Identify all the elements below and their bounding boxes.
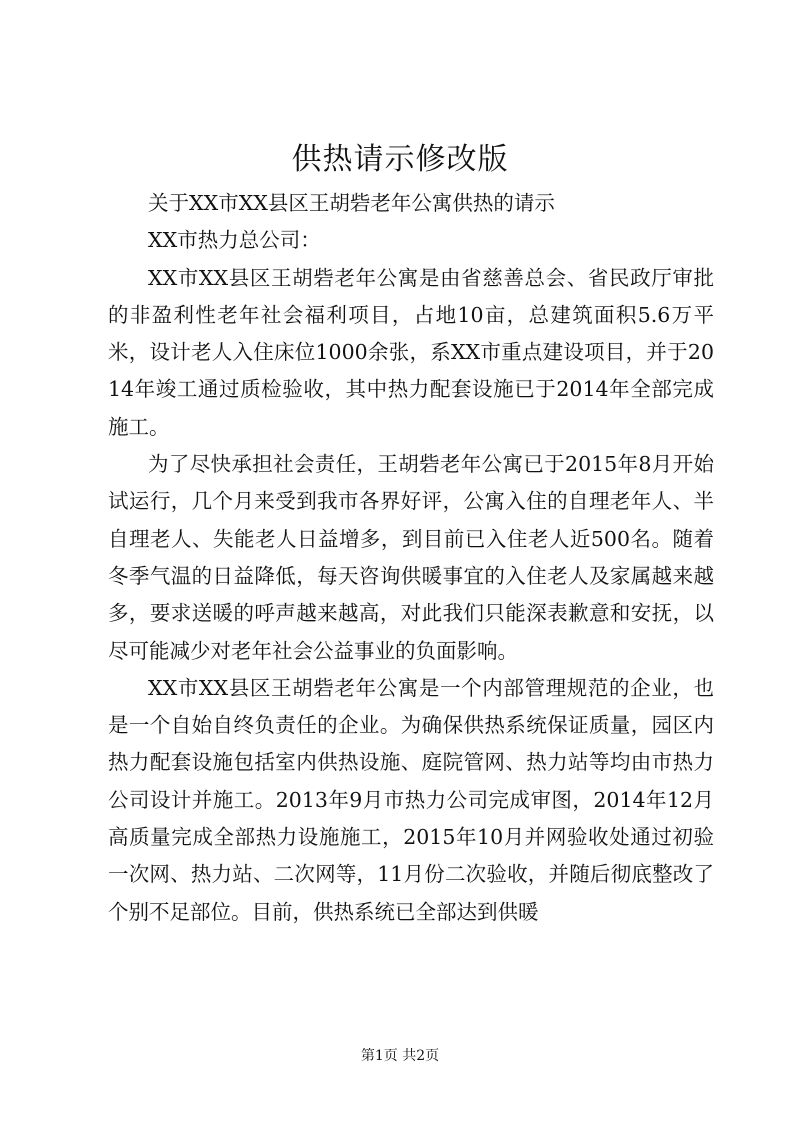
body-paragraph-1: XX市XX县区王胡砦老年公寓是由省慈善总会、省民政厅审批的非盈利性老年社会福利项目，占地10亩，总建筑面积5.6万平米，设计老人入住床位1000余张，系XX市重点建设项目，并于2014年竣工通过质检验收，其中热力配套设施已于2014年全部完成施工。 — [108, 265, 714, 439]
addressee-line: XX市热力总公司： — [148, 228, 321, 253]
page-number-footer: 第1页 共2页 — [360, 1048, 440, 1064]
document-body — [108, 185, 714, 931]
request-subject-line: 关于XX市XX县区王胡砦老年公寓供热的请示 — [148, 191, 555, 215]
document-title: 供热请示修改版 — [291, 142, 509, 177]
body-paragraph-3: XX市XX县区王胡砦老年公寓是一个内部管理规范的企业，也是一个自始自终负责任的企业。为确保供热系统保证质量，园区内热力配套设施包括室内供热设施、庭院管网、热力站等均由市热力公司设计并施工。2013年9月市热力公司完成审图，2014年12月高质量完成全部热力设施施工，2015年10月并网验收处通过初验一次网、热力站、二次网等，11月份二次验收，并随后彻底整改了个别不足部位。目前，供热系统已全部达到供暖 — [108, 675, 714, 924]
body-paragraph-2: 为了尽快承担社会责任，王胡砦老年公寓已于2015年8月开始试运行，几个月来受到我市各界好评，公寓入住的自理老年人、半自理老人、失能老人日益增多，到目前已入住老人近500名。随着冬季气温的日益降低，每天咨询供暖事宜的入住老人及家属越来越多，要求送暖的呼声越来越高，对此我们只能深表歉意和安抚，以尽可能减少对老年社会公益事业的负面影响。 — [108, 452, 714, 663]
